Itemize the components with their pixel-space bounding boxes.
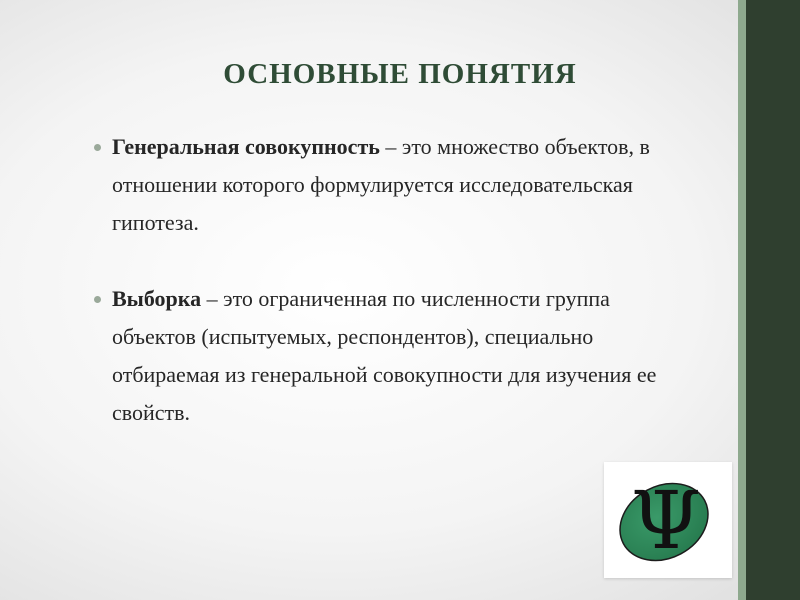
- bullet-list: [92, 128, 682, 470]
- slide-title: ОСНОВНЫЕ ПОНЯТИЯ: [223, 58, 577, 90]
- bullet-item-sample: [92, 280, 682, 432]
- bullet-item-general-population: [92, 128, 682, 242]
- term-definition: – это ограниченная по численности группа объектов (испытуемых, респондентов), специально отбираемая из генеральной совокупности для изучения ее свойств.: [112, 286, 657, 425]
- term-definition: – это множество объектов, в отношении которого формулируется исследовательская гипотеза.: [112, 134, 650, 235]
- psychology-logo: [604, 462, 732, 578]
- bullet-dot-icon: [94, 296, 101, 303]
- term-label: Генеральная совокупность: [112, 134, 380, 159]
- term-label: Выборка: [112, 286, 202, 311]
- logo-symbol: Ψ: [630, 474, 702, 567]
- psi-icon: [604, 462, 732, 578]
- bullet-dot-icon: [94, 144, 101, 151]
